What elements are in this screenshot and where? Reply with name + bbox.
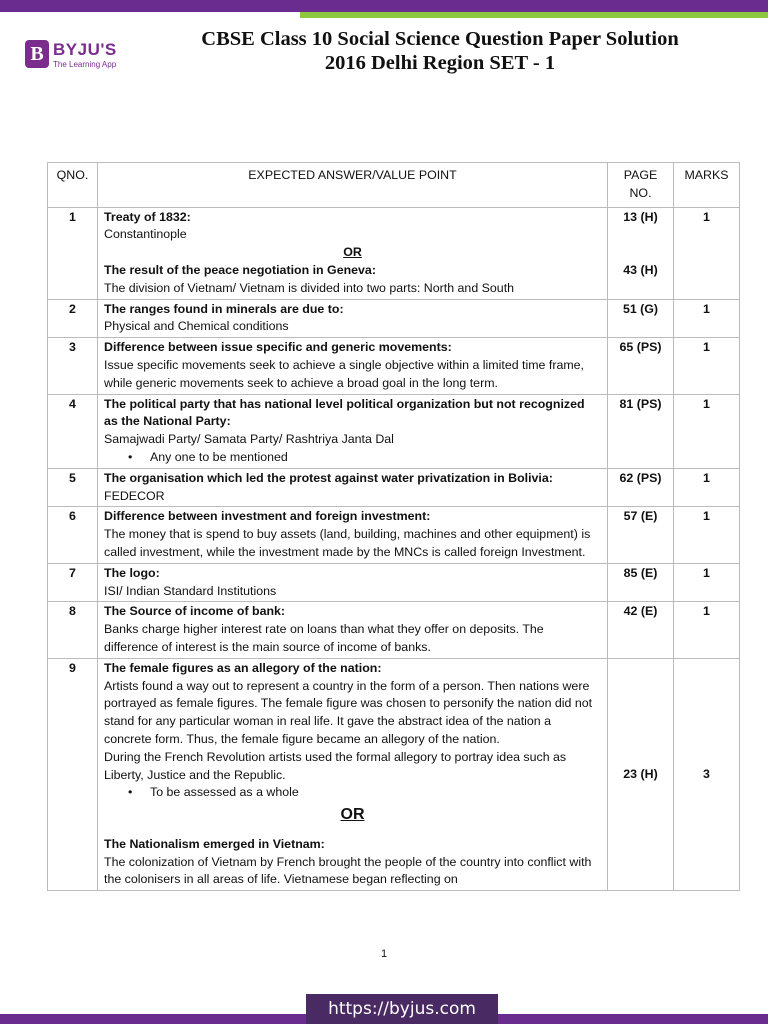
answer-cell [98, 394, 608, 468]
question-number: 5 [48, 468, 98, 507]
answer-heading: The female figures as an allegory of the nation: [104, 660, 382, 675]
answer-heading: The Source of income of bank: [104, 604, 286, 619]
answer-text: FEDECOR [104, 488, 165, 503]
answer-text: Issue specific movements seek to achieve a single objective within a limited time frame, while generic movements seek to achieve a broad goal in the long term. [104, 357, 585, 390]
answer-text: Constantinople [104, 227, 187, 242]
logo-mark: B [25, 40, 49, 68]
answer-heading: The ranges found in minerals are due to: [104, 301, 344, 316]
answer-table [47, 162, 740, 891]
table-row [48, 602, 740, 658]
answer-text: ISI/ Indian Standard Institutions [104, 583, 277, 598]
header-answer: EXPECTED ANSWER/VALUE POINT [98, 163, 608, 208]
table-header-row [48, 163, 740, 208]
table-row [48, 394, 740, 468]
bullet-note: • To be assessed as a whole [104, 784, 601, 802]
title-line-1: CBSE Class 10 Social Science Question Paper Solution [201, 28, 679, 50]
table-row [48, 468, 740, 507]
footer-url[interactable]: https://byjus.com [306, 994, 498, 1024]
page-reference: 13 (H) 43 (H) [608, 207, 674, 299]
answer-cell [98, 658, 608, 891]
page-reference: 23 (H) [608, 658, 674, 891]
question-number: 3 [48, 338, 98, 394]
question-number: 6 [48, 507, 98, 563]
answer-cell [98, 563, 608, 602]
answer-cell [98, 507, 608, 563]
answer-text: The division of Vietnam/ Vietnam is divided into two parts: North and South [104, 280, 515, 295]
marks-value: 1 [674, 563, 740, 602]
marks-value: 1 [674, 602, 740, 658]
marks-value: 1 [674, 507, 740, 563]
header-green-bar [300, 12, 768, 18]
document-title [130, 27, 750, 75]
answer-text: The money that is spend to buy assets (land, building, machines and other equipment) is called investment, while the investment made by the MNCs is called foreign Investment. [104, 527, 591, 559]
table-row [48, 507, 740, 563]
marks-value: 3 [674, 658, 740, 891]
answer-cell [98, 338, 608, 394]
question-number: 9 [48, 658, 98, 891]
title-line-2: 2016 Delhi Region SET - 1 [324, 52, 556, 74]
page-reference: 57 (E) [608, 507, 674, 563]
answer-text: The colonization of Vietnam by French brought the people of the country into conflict with the colonisers in all areas of life. Vietnamese began reflecting on [104, 854, 592, 887]
question-number: 1 [48, 207, 98, 299]
marks-value: 1 [674, 207, 740, 299]
answer-text: Samajwadi Party/ Samata Party/ Rashtriya Janta Dal [104, 432, 394, 447]
page-reference: 51 (G) [608, 299, 674, 338]
page-reference: 62 (PS) [608, 468, 674, 507]
answer-heading: The organisation which led the protest against water privatization in Bolivia: [104, 470, 553, 485]
bullet-note: • Any one to be mentioned [104, 449, 601, 467]
answer-cell [98, 602, 608, 658]
or-separator: OR [343, 245, 362, 260]
header-page: PAGE NO. [608, 163, 674, 208]
logo-tagline: The Learning App [53, 60, 117, 69]
answer-cell [98, 468, 608, 507]
question-number: 8 [48, 602, 98, 658]
page-reference: 65 (PS) [608, 338, 674, 394]
marks-value: 1 [674, 394, 740, 468]
answer-heading: Difference between investment and foreign investment: [104, 509, 431, 524]
header-qno: QNO. [48, 163, 98, 208]
table-row [48, 338, 740, 394]
answer-heading: The Nationalism emerged in Vietnam: [104, 836, 325, 851]
page-reference: 42 (E) [608, 602, 674, 658]
table-row [48, 299, 740, 338]
question-number: 7 [48, 563, 98, 602]
answer-heading: The logo: [104, 565, 160, 580]
header-marks: MARKS [674, 163, 740, 208]
answer-text: During the French Revolution artists used the formal allegory to portray idea such as Liberty, Justice and the Republic. [104, 749, 567, 782]
marks-value: 1 [674, 299, 740, 338]
header-purple-bar [0, 0, 768, 12]
answer-heading: Treaty of 1832: [104, 209, 191, 224]
answer-text: Physical and Chemical conditions [104, 319, 289, 334]
page-reference: 81 (PS) [608, 394, 674, 468]
answer-heading: The result of the peace negotiation in Geneva: [104, 262, 376, 277]
marks-value: 1 [674, 468, 740, 507]
answer-cell [98, 207, 608, 299]
answer-text: Banks charge higher interest rate on loans than what they offer on deposits. The difference of interest is the main source of income of banks. [104, 622, 544, 654]
page-reference: 85 (E) [608, 563, 674, 602]
byjus-logo [25, 40, 125, 72]
or-separator: OR [340, 806, 365, 824]
question-number: 4 [48, 394, 98, 468]
answer-heading: Difference between issue specific and generic movements: [104, 340, 452, 355]
table-row [48, 658, 740, 891]
answer-heading: The political party that has national level political organization but not recognized as the National Party: [104, 396, 585, 429]
question-number: 2 [48, 299, 98, 338]
table-row [48, 207, 740, 299]
answer-cell [98, 299, 608, 338]
answer-text: Artists found a way out to represent a country in the form of a person. Then nations were portrayed as female figures. The female figure was chosen to personify the nation did not stand for any particular woman in real life. It gave the abstract idea of the nation a concrete form. Thus, the female figure became an allegory of the nation. [104, 678, 593, 746]
marks-value: 1 [674, 338, 740, 394]
page-number: 1 [380, 948, 388, 960]
logo-name: BYJU'S [53, 40, 117, 59]
table-row [48, 563, 740, 602]
